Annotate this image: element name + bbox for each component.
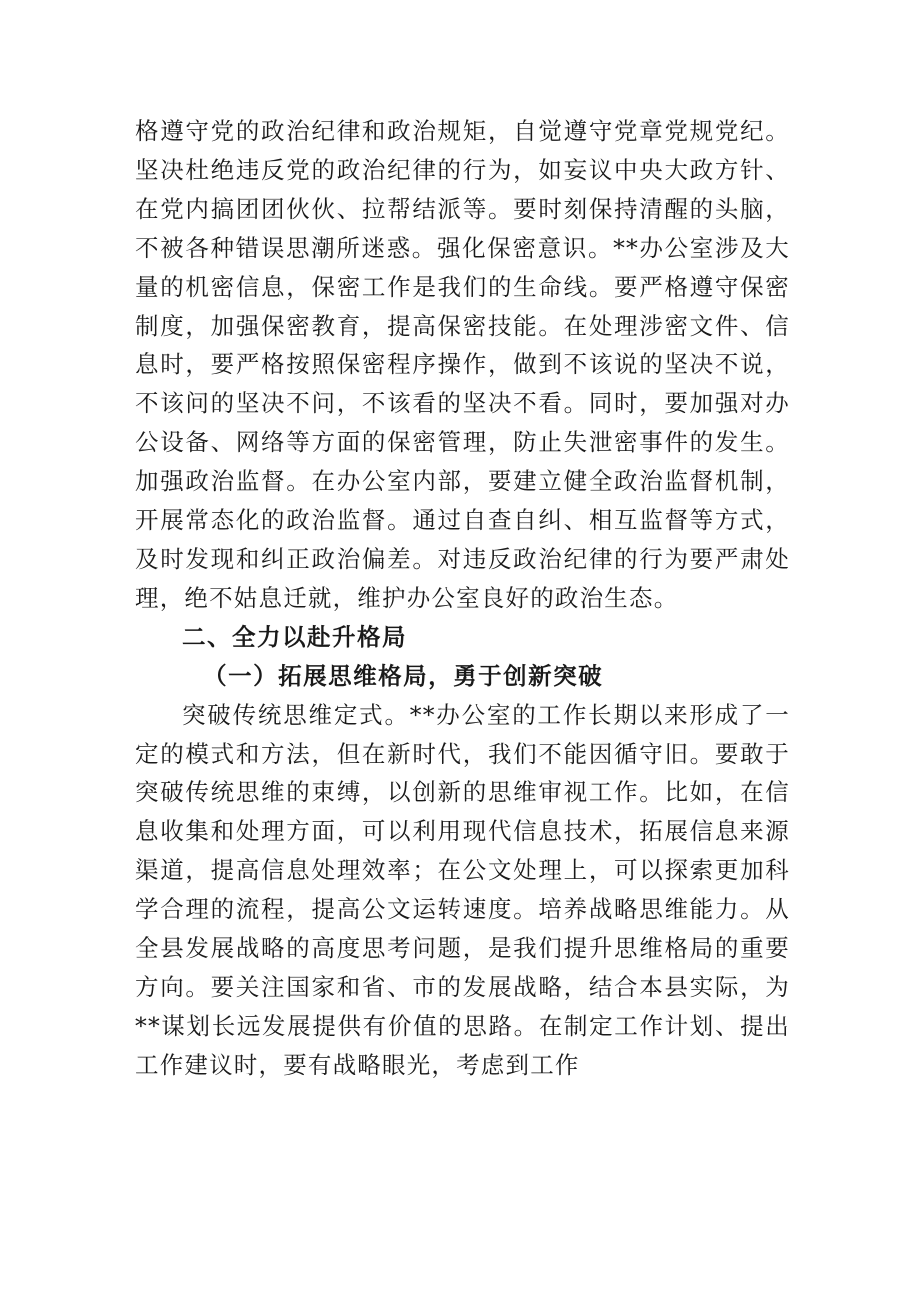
subsection-heading: （一）拓展思维格局，勇于创新突破 (203, 661, 604, 690)
body-paragraph-continued: 格遵守党的政治纪律和政治规矩，自觉遵守党章党规党纪。坚决杜绝违反党的政治纪律的行为，如妄议中央大政方针、在党内搞团团伙伙、拉帮结派等。要时刻保持清醒的头脑，不被各种错误思潮所迷惑。强化保密意识。**办公室涉及大量的机密信息，保密工作是我们的生命线。要严格遵守保密制度，加强保密教育，提高保密技能。在处理涉密文件、信息时，要严格按照保密程序操作，做到不该说的坚决不说，不该问的坚决不问，不该看的坚决不看。同时，要加强对办公设备、网络等方面的保密管理，防止失泄密事件的发生。加强政治监督。在办公室内部，要建立健全政治监督机制，开展常态化的政治监督。通过自查自纠、相互监督等方式，及时发现和纠正政治偏差。对违反政治纪律的行为要严肃处理，绝不姑息迁就，维护办公室良好的政治生态。 (135, 117, 790, 612)
document-body (135, 112, 790, 1085)
section-heading: 二、全力以赴升格局 (182, 622, 407, 651)
body-paragraph: 突破传统思维定式。**办公室的工作长期以来形成了一定的模式和方法，但在新时代，我们不能因循守旧。要敢于突破传统思维的束缚，以创新的思维审视工作。比如，在信息收集和处理方面，可以利用现代信息技术，拓展信息来源渠道，提高信息处理效率；在公文处理上，可以探索更加科学合理的流程，提高公文运转速度。培养战略思维能力。从全县发展战略的高度思考问题，是我们提升思维格局的重要方向。要关注国家和省、市的发展战略，结合本县实际，为**谋划长远发展提供有价值的思路。在制定工作计划、提出工作建议时，要有战略眼光，考虑到工作 (135, 700, 790, 1079)
